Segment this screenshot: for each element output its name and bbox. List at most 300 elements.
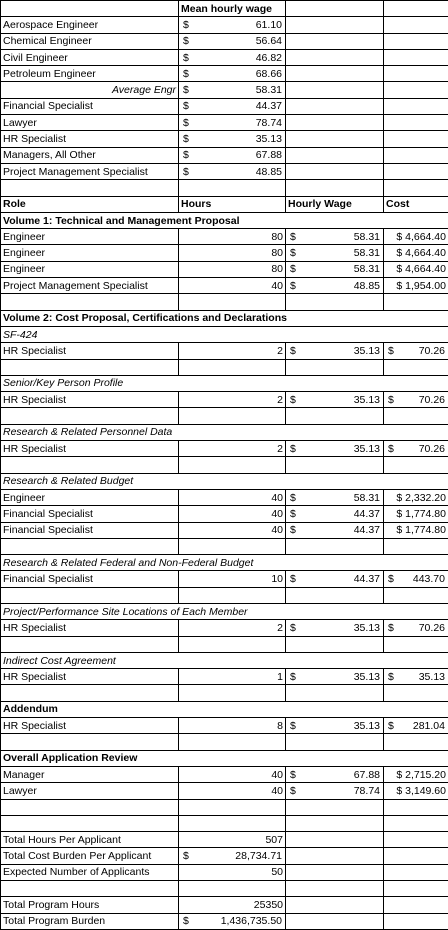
role: HR Specialist [1, 441, 179, 457]
cell [384, 66, 448, 82]
dollar-sign: $ [288, 491, 296, 505]
hourly-wage: 58.31 [354, 491, 381, 505]
cell [384, 864, 448, 880]
dollar-sign: $ [288, 621, 296, 635]
dollar-sign: $ [386, 670, 394, 684]
mean-wage-cell [179, 82, 286, 98]
cell [286, 33, 384, 49]
hourly-wage-cell [286, 489, 384, 505]
mean-wage-cell [179, 163, 286, 179]
dollar-sign: $ [386, 572, 394, 586]
role: Financial Specialist [1, 506, 179, 522]
role: Financial Specialist [1, 571, 179, 587]
role-label: Petroleum Engineer [1, 66, 179, 82]
cell [1, 457, 179, 473]
cell [286, 864, 384, 880]
cost: $ 3,149.60 [384, 783, 448, 799]
applicants-label: Expected Number of Applicants [1, 864, 179, 880]
cell [384, 538, 448, 554]
cost-header-row [1, 196, 448, 212]
total-row [1, 913, 448, 929]
blank-row [1, 636, 448, 652]
cost: 70.26 [419, 393, 446, 407]
hours: 40 [179, 783, 286, 799]
cell [384, 33, 448, 49]
role: Engineer [1, 229, 179, 245]
dollar-sign: $ [288, 523, 296, 537]
hours-header: Hours [179, 196, 286, 212]
hourly-wage: 35.13 [354, 442, 381, 456]
subsection-title-row [1, 701, 448, 717]
cell [179, 457, 286, 473]
cell [179, 815, 286, 831]
cell [384, 636, 448, 652]
cost-row [1, 783, 448, 799]
cell [286, 115, 384, 131]
wage-row [1, 17, 448, 33]
hours: 80 [179, 261, 286, 277]
program-hours-label: Total Program Hours [1, 897, 179, 913]
hourly-wage-cell [286, 669, 384, 685]
mean-wage: 67.88 [256, 148, 283, 162]
cell [286, 848, 384, 864]
cell [286, 163, 384, 179]
dollar-sign: $ [181, 849, 189, 863]
total-row [1, 864, 448, 880]
hourly-wage: 35.13 [354, 393, 381, 407]
dollar-sign: $ [181, 34, 189, 48]
dollar-sign: $ [386, 621, 394, 635]
cell [384, 913, 448, 929]
cost-row [1, 571, 448, 587]
hours-per-applicant-label: Total Hours Per Applicant [1, 832, 179, 848]
cell [384, 98, 448, 114]
hourly-wage: 58.31 [354, 262, 381, 276]
wage-row [1, 98, 448, 114]
cell [179, 587, 286, 603]
role: Financial Specialist [1, 522, 179, 538]
mean-wage-cell [179, 17, 286, 33]
mean-wage: 78.74 [256, 116, 283, 130]
cost-per-applicant: 28,734.71 [235, 849, 283, 863]
cell [286, 66, 384, 82]
cost-per-applicant-cell [179, 848, 286, 864]
role-label: Project Management Specialist [1, 163, 179, 179]
role-header: Role [1, 196, 179, 212]
cell [286, 897, 384, 913]
hours: 2 [179, 392, 286, 408]
dollar-sign: $ [181, 116, 189, 130]
cell [1, 359, 179, 375]
cost-cell [384, 392, 448, 408]
dollar-sign: $ [288, 784, 296, 798]
cell [1, 734, 179, 750]
wage-row [1, 66, 448, 82]
mean-wage: 46.82 [256, 51, 283, 65]
cell [179, 180, 286, 196]
cell [286, 457, 384, 473]
dollar-sign: $ [288, 572, 296, 586]
dollar-sign: $ [288, 670, 296, 684]
cost: $ 1,954.00 [384, 278, 448, 294]
dollar-sign: $ [288, 246, 296, 260]
cell [384, 832, 448, 848]
cell [1, 799, 179, 815]
blank-row [1, 359, 448, 375]
mean-wage: 61.10 [256, 18, 283, 32]
hourly-wage-cell [286, 718, 384, 734]
hours: 2 [179, 620, 286, 636]
cost-cell [384, 343, 448, 359]
cost-row [1, 766, 448, 782]
dollar-sign: $ [386, 344, 394, 358]
hours: 40 [179, 489, 286, 505]
cell [384, 49, 448, 65]
cost: $ 1,774.80 [384, 522, 448, 538]
cell [1, 1, 179, 17]
blank-row [1, 408, 448, 424]
dollar-sign: $ [288, 230, 296, 244]
mean-wage-cell [179, 66, 286, 82]
cell [286, 734, 384, 750]
cell [286, 147, 384, 163]
cost-row [1, 718, 448, 734]
wage-row [1, 131, 448, 147]
cell [1, 587, 179, 603]
cost-cell [384, 620, 448, 636]
cost: 281.04 [413, 719, 446, 733]
hourly-wage-cell [286, 522, 384, 538]
cell [384, 359, 448, 375]
hourly-wage: 35.13 [354, 670, 381, 684]
program-burden-cell [179, 913, 286, 929]
role: Engineer [1, 245, 179, 261]
volume-1-title: Volume 1: Technical and Management Proposal [1, 212, 448, 228]
blank-row [1, 457, 448, 473]
cell [384, 131, 448, 147]
role-label: Lawyer [1, 115, 179, 131]
cell [1, 636, 179, 652]
cell [384, 82, 448, 98]
subsection-title: Project/Performance Site Locations of Each Member [1, 603, 448, 619]
subsection-title: Senior/Key Person Profile [1, 375, 448, 391]
cell [179, 799, 286, 815]
cost-row [1, 245, 448, 261]
cell [384, 17, 448, 33]
role: Engineer [1, 261, 179, 277]
cell [384, 180, 448, 196]
total-row [1, 897, 448, 913]
wage-row [1, 82, 448, 98]
hourly-wage-cell [286, 343, 384, 359]
cell [384, 457, 448, 473]
cell [384, 848, 448, 864]
cost-cell [384, 718, 448, 734]
cell [179, 359, 286, 375]
mean-wage: 48.85 [256, 165, 283, 179]
hourly-wage-cell [286, 245, 384, 261]
cost-row [1, 669, 448, 685]
hours: 8 [179, 718, 286, 734]
dollar-sign: $ [386, 719, 394, 733]
wage-row [1, 33, 448, 49]
section-title-row [1, 212, 448, 228]
cost-row [1, 278, 448, 294]
blank-row [1, 587, 448, 603]
subsection-title: Research & Related Federal and Non-Federal Budget [1, 555, 448, 571]
mean-wage: 56.64 [256, 34, 283, 48]
cell [286, 408, 384, 424]
hourly-wage-cell [286, 620, 384, 636]
role-label: Financial Specialist [1, 98, 179, 114]
cell [384, 587, 448, 603]
cost: $ 2,715.20 [384, 766, 448, 782]
hourly-wage: 44.37 [354, 507, 381, 521]
hours: 40 [179, 278, 286, 294]
hourly-wage-cell [286, 392, 384, 408]
cell [179, 734, 286, 750]
cell [286, 913, 384, 929]
cell [286, 49, 384, 65]
hourly-wage: 78.74 [354, 784, 381, 798]
volume-2-title: Volume 2: Cost Proposal, Certifications and Declarations [1, 310, 448, 326]
cost-cell [384, 571, 448, 587]
applicants: 50 [179, 864, 286, 880]
role: HR Specialist [1, 669, 179, 685]
cell [384, 685, 448, 701]
role-label: Chemical Engineer [1, 33, 179, 49]
cell [286, 538, 384, 554]
dollar-sign: $ [288, 393, 296, 407]
cell [1, 408, 179, 424]
subsection-title: Addendum [1, 701, 448, 717]
cost: $ 1,774.80 [384, 506, 448, 522]
cell [179, 294, 286, 310]
dollar-sign: $ [386, 442, 394, 456]
subsection-title: Overall Application Review [1, 750, 448, 766]
program-hours: 25350 [179, 897, 286, 913]
blank-row [1, 734, 448, 750]
cost: 70.26 [419, 621, 446, 635]
dollar-sign: $ [288, 719, 296, 733]
cost-cell [384, 441, 448, 457]
cell [384, 115, 448, 131]
dollar-sign: $ [288, 442, 296, 456]
hours-per-applicant: 507 [179, 832, 286, 848]
hourly-wage: 35.13 [354, 621, 381, 635]
cell [1, 538, 179, 554]
role-label: Civil Engineer [1, 49, 179, 65]
subsection-title: SF-424 [1, 326, 448, 342]
cell [384, 408, 448, 424]
hourly-wage-header: Hourly Wage [286, 196, 384, 212]
cost-row [1, 441, 448, 457]
total-row [1, 848, 448, 864]
program-burden-label: Total Program Burden [1, 913, 179, 929]
blank-row [1, 799, 448, 815]
hourly-wage: 35.13 [354, 719, 381, 733]
cost: $ 2,332.20 [384, 489, 448, 505]
subsection-title: Research & Related Personnel Data [1, 424, 448, 440]
role: Project Management Specialist [1, 278, 179, 294]
program-burden: 1,436,735.50 [221, 914, 283, 928]
hourly-wage: 44.37 [354, 572, 381, 586]
subsection-title-row [1, 375, 448, 391]
hours: 80 [179, 245, 286, 261]
hourly-wage-cell [286, 506, 384, 522]
cell [384, 881, 448, 897]
cell [286, 17, 384, 33]
cell [286, 636, 384, 652]
hourly-wage-cell [286, 783, 384, 799]
total-row [1, 832, 448, 848]
dollar-sign: $ [181, 99, 189, 113]
cost-row [1, 343, 448, 359]
dollar-sign: $ [288, 768, 296, 782]
subsection-title-row [1, 603, 448, 619]
dollar-sign: $ [181, 165, 189, 179]
cost: $ 4,664.40 [384, 229, 448, 245]
role: HR Specialist [1, 718, 179, 734]
cell [384, 897, 448, 913]
cell [384, 815, 448, 831]
cell [1, 685, 179, 701]
hourly-wage-cell [286, 441, 384, 457]
cost-row [1, 506, 448, 522]
mean-wage-cell [179, 98, 286, 114]
cost: $ 4,664.40 [384, 245, 448, 261]
hourly-wage-cell [286, 278, 384, 294]
blank-row [1, 685, 448, 701]
role: HR Specialist [1, 343, 179, 359]
subsection-title-row [1, 750, 448, 766]
cell [1, 881, 179, 897]
cell [179, 636, 286, 652]
cell [179, 685, 286, 701]
role-label: Managers, All Other [1, 147, 179, 163]
dollar-sign: $ [181, 83, 189, 97]
dollar-sign: $ [288, 344, 296, 358]
hours: 10 [179, 571, 286, 587]
cost: 35.13 [419, 670, 446, 684]
cell [286, 832, 384, 848]
hours: 40 [179, 766, 286, 782]
wage-row [1, 147, 448, 163]
mean-wage-cell [179, 33, 286, 49]
mean-wage-cell [179, 147, 286, 163]
dollar-sign: $ [386, 393, 394, 407]
mean-wage-cell [179, 49, 286, 65]
cell [384, 734, 448, 750]
cost-row [1, 229, 448, 245]
hours: 40 [179, 506, 286, 522]
cell [384, 163, 448, 179]
subsection-title: Research & Related Budget [1, 473, 448, 489]
cell [286, 359, 384, 375]
cost-header: Cost [384, 196, 448, 212]
cell [179, 538, 286, 554]
dollar-sign: $ [181, 18, 189, 32]
cell [1, 815, 179, 831]
role: Engineer [1, 489, 179, 505]
cost-row [1, 489, 448, 505]
wage-row [1, 163, 448, 179]
dollar-sign: $ [181, 148, 189, 162]
cell [286, 98, 384, 114]
cost-cell [384, 669, 448, 685]
blank-row [1, 294, 448, 310]
mean-wage: 44.37 [256, 99, 283, 113]
cell [286, 685, 384, 701]
cell [286, 294, 384, 310]
cost-per-applicant-label: Total Cost Burden Per Applicant [1, 848, 179, 864]
wage-row [1, 49, 448, 65]
role-label: HR Specialist [1, 131, 179, 147]
mean-wage: 68.66 [256, 67, 283, 81]
cell [384, 1, 448, 17]
mean-wage: 58.31 [256, 83, 283, 97]
dollar-sign: $ [288, 262, 296, 276]
hourly-wage-cell [286, 571, 384, 587]
role: Manager [1, 766, 179, 782]
role: HR Specialist [1, 392, 179, 408]
hours: 80 [179, 229, 286, 245]
blank-row [1, 180, 448, 196]
cell [384, 799, 448, 815]
dollar-sign: $ [181, 51, 189, 65]
cost-row [1, 261, 448, 277]
wage-header-row [1, 1, 448, 17]
role: Lawyer [1, 783, 179, 799]
mean-wage: 35.13 [256, 132, 283, 146]
dollar-sign: $ [288, 279, 296, 293]
hourly-wage: 44.37 [354, 523, 381, 537]
cost-row [1, 620, 448, 636]
role: HR Specialist [1, 620, 179, 636]
cell [286, 1, 384, 17]
subsection-title-row [1, 555, 448, 571]
cell [179, 881, 286, 897]
subsection-title-row [1, 652, 448, 668]
subsection-title-row [1, 424, 448, 440]
cell [286, 799, 384, 815]
cell [384, 147, 448, 163]
wage-row [1, 115, 448, 131]
hourly-wage-cell [286, 229, 384, 245]
dollar-sign: $ [181, 67, 189, 81]
blank-row [1, 538, 448, 554]
cell [179, 408, 286, 424]
cost-row [1, 522, 448, 538]
subsection-title-row [1, 473, 448, 489]
cell [286, 881, 384, 897]
blank-row [1, 815, 448, 831]
hours: 1 [179, 669, 286, 685]
hourly-wage: 58.31 [354, 230, 381, 244]
blank-row [1, 881, 448, 897]
section-title-row [1, 310, 448, 326]
cost: 443.70 [413, 572, 446, 586]
cell [286, 180, 384, 196]
hourly-wage: 48.85 [354, 279, 381, 293]
hourly-wage: 35.13 [354, 344, 381, 358]
hours: 40 [179, 522, 286, 538]
hourly-wage-cell [286, 766, 384, 782]
hours: 2 [179, 343, 286, 359]
cell [286, 815, 384, 831]
cell [286, 587, 384, 603]
hours: 2 [179, 441, 286, 457]
